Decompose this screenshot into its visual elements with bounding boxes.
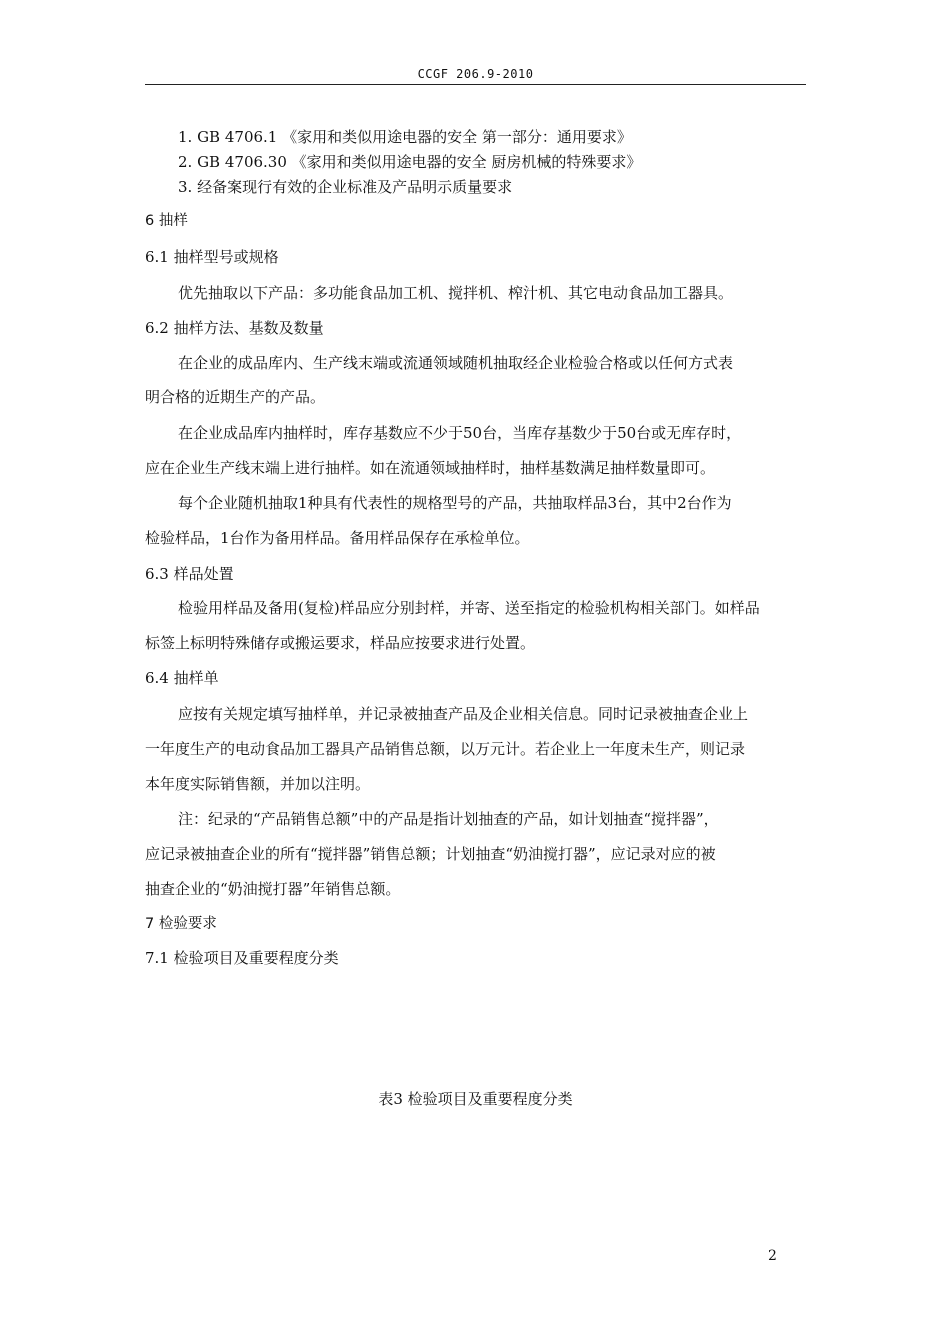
section-6-3-p1-line1: 检验用样品及备用(复检)样品应分别封样，并寄、送至指定的检验机构相关部门。如样品 bbox=[178, 599, 760, 617]
section-6-heading: 6 抽样 bbox=[145, 213, 188, 229]
section-6-4-heading: 6.4 抽样单 bbox=[145, 669, 219, 687]
section-6-1-paragraph: 优先抽取以下产品：多功能食品加工机、搅拌机、榨汁机、其它电动食品加工器具。 bbox=[178, 284, 734, 302]
section-7-heading: 7 检验要求 bbox=[145, 916, 217, 932]
reference-item-3: 3. 经备案现行有效的企业标准及产品明示质量要求 bbox=[178, 178, 513, 196]
section-6-4-p1-line1: 应按有关规定填写抽样单，并记录被抽查产品及企业相关信息。同时记录被抽查企业上 bbox=[178, 705, 749, 723]
section-6-3-p1-line2: 标签上标明特殊储存或搬运要求，样品应按要求进行处置。 bbox=[145, 634, 536, 652]
section-6-2-p2-line2: 应在企业生产线末端上进行抽样。如在流通领域抽样时，抽样基数满足抽样数量即可。 bbox=[145, 459, 716, 477]
section-6-2-p1-line1: 在企业的成品库内、生产线末端或流通领域随机抽取经企业检验合格或以任何方式表 bbox=[178, 354, 734, 372]
section-6-2-p3-line1: 每个企业随机抽取1种具有代表性的规格型号的产品，共抽取样品3台，其中2台作为 bbox=[178, 494, 732, 512]
reference-item-1: 1. GB 4706.1 《家用和类似用途电器的安全 第一部分：通用要求》 bbox=[178, 128, 632, 146]
standard-code-header: CCGF 206.9-2010 bbox=[417, 67, 534, 81]
section-6-2-p3-line2: 检验样品，1台作为备用样品。备用样品保存在承检单位。 bbox=[145, 529, 530, 547]
section-6-4-note-line2: 应记录被抽查企业的所有“搅拌器”销售总额；计划抽查“奶油搅打器”，应记录对应的被 bbox=[145, 845, 716, 863]
header-rule bbox=[145, 84, 806, 85]
section-6-4-p1-line2: 一年度生产的电动食品加工器具产品销售总额，以万元计。若企业上一年度未生产，则记录 bbox=[145, 740, 746, 758]
reference-item-2: 2. GB 4706.30 《家用和类似用途电器的安全 厨房机械的特殊要求》 bbox=[178, 153, 642, 171]
section-6-4-note-line3: 抽查企业的“奶油搅打器”年销售总额。 bbox=[145, 880, 401, 898]
section-6-2-p2-line1: 在企业成品库内抽样时，库存基数应不少于50台，当库存基数少于50台或无库存时， bbox=[178, 424, 742, 442]
section-6-4-p1-line3: 本年度实际销售额，并加以注明。 bbox=[145, 775, 371, 793]
section-6-1-heading: 6.1 抽样型号或规格 bbox=[145, 248, 279, 266]
page-number: 2 bbox=[768, 1248, 777, 1264]
section-6-4-note-line1: 注：纪录的“产品销售总额”中的产品是指计划抽查的产品，如计划抽查“搅拌器”， bbox=[178, 810, 719, 828]
section-7-1-heading: 7.1 检验项目及重要程度分类 bbox=[145, 949, 339, 967]
section-6-2-heading: 6.2 抽样方法、基数及数量 bbox=[145, 319, 324, 337]
section-6-2-p1-line2: 明合格的近期生产的产品。 bbox=[145, 388, 326, 406]
section-6-3-heading: 6.3 样品处置 bbox=[145, 565, 234, 583]
table-caption: 表3 检验项目及重要程度分类 bbox=[378, 1090, 573, 1108]
